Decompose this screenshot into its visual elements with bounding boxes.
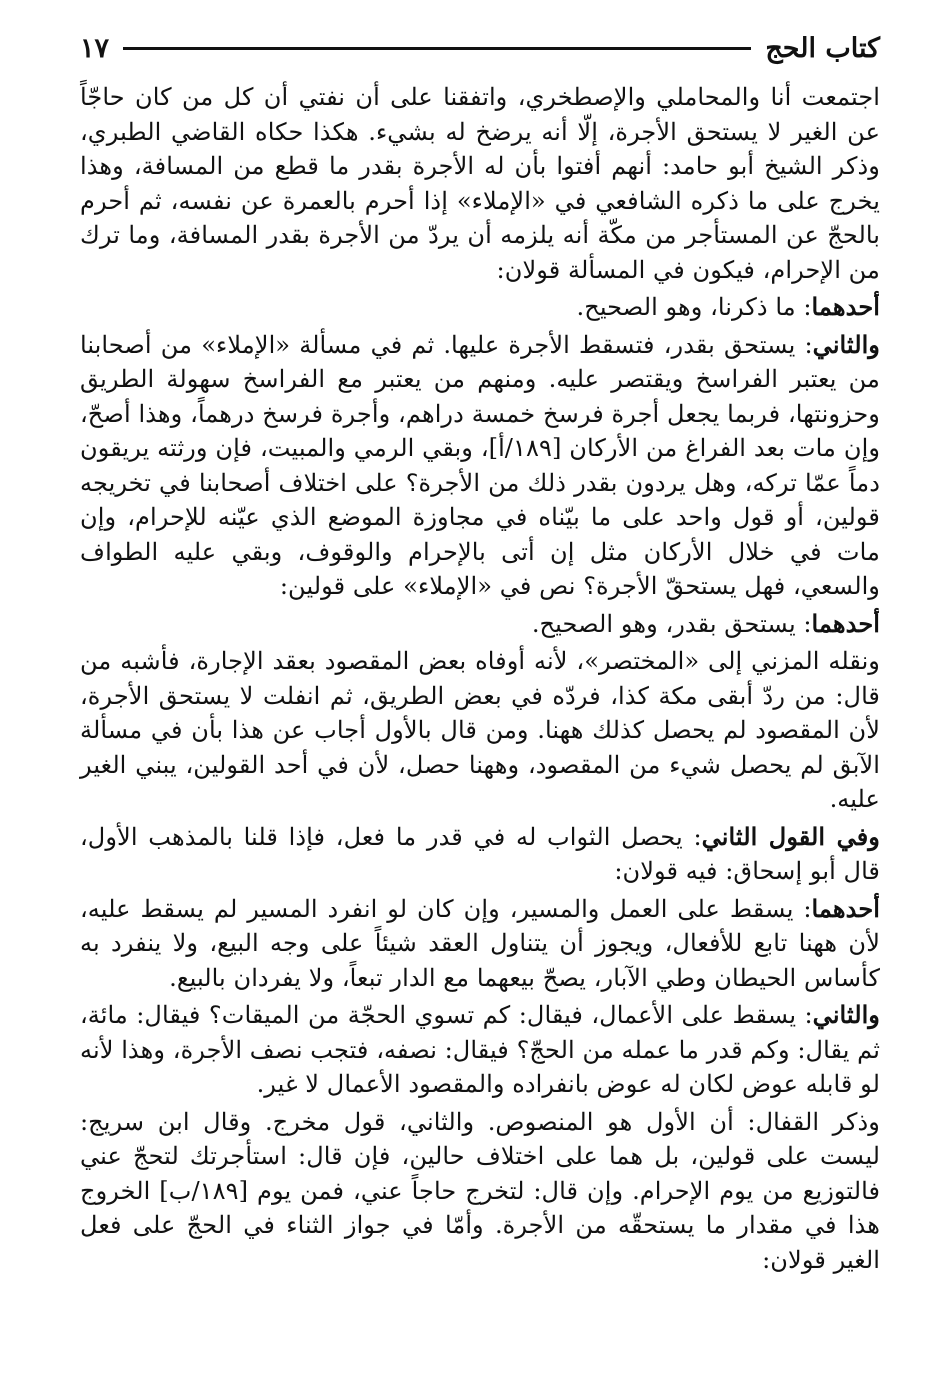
paragraph-lead: أحدهما	[811, 608, 880, 638]
book-page	[80, 26, 880, 1277]
paragraph	[80, 290, 880, 325]
paragraph-text: : يستحق بقدر، وهو الصحيح.	[531, 609, 812, 638]
paragraph-lead: أحدهما	[811, 292, 880, 321]
paragraph	[80, 607, 880, 642]
paragraph-lead: والثاني	[812, 1000, 880, 1029]
paragraph	[80, 328, 880, 604]
running-header	[80, 26, 880, 70]
paragraph	[80, 1105, 880, 1278]
paragraph-text: وذكر القفال: أن الأول هو المنصوص. والثاني، قول مخرج. وقال ابن سريج: ليست على قولين، بل هما على اختلاف حالين، فإن قال: استأجرتك لتحجّ عني فالتوزيع من يوم الإحرام. وإن قال: لتخرج حاجاً عني، فمن يوم [١٨٩/ب] الخروج هذا في مقدار ما يستحقّه من الأجرة. وأمّا في جواز الثناء في الحجّ على فعل الغير قولان:	[80, 1107, 881, 1274]
paragraph	[80, 80, 880, 287]
paragraph-text: ونقله المزني إلى «المختصر»، لأنه أوفاه بعض المقصود بعقد الإجارة، فأشبه من قال: من ردّ أبقى مكة كذا، فردّه في بعض الطريق، ثم انفلت لا يستحق الأجرة، لأن المقصود لم يحصل كذلك ههنا. ومن قال بالأول أجاب عن هذا بأن في مسألة الآبق لم يحصل شيء من المقصود، وههنا حصل، لأن في أحد القولين، يبني الغير عليه.	[80, 647, 880, 813]
paragraph-text: : يسقط على العمل والمسير، وإن كان لو انفرد المسير لم يسقط عليه، لأن ههنا تابع للأفعال، ويجوز أن يتناول العقد شيئاً على وجه البيع، ولا ينفرد به كأساس الحيطان وطي الآبار، يصحّ بيعهما مع الدار تبعاً، ولا يفردان بالبيع.	[80, 894, 880, 992]
paragraph-lead: والثاني	[812, 329, 880, 359]
paragraph-lead: أحدهما	[811, 893, 880, 923]
paragraph-text: اجتمعت أنا والمحاملي والإصطخري، واتفقنا على أن نفتي أن كل من كان حاجّاً عن الغير لا يستحق الأجرة، إلّا أنه يرضخ له بشيء. هكذا حكاه القاضي الطبري، وذكر الشيخ أبو حامد: أنهم أفتوا بأن له الأجرة بقدر ما قطع من المسافة، وهذا يخرج على ما ذكره الشافعي في «الإملاء» إذا أحرم بالعمرة عن نفسه، ثم أحرم بالحجّ عن المستأجر من مكّة أنه يلزمه أن يردّ من الأجرة بقدر المسافة، وما ترك من الإحرام، فيكون في المسألة قولان:	[80, 83, 880, 284]
paragraph-text: : يسقط على الأعمال، فيقال: كم تسوي الحجّة من الميقات؟ فيقال: مائة، ثم يقال: وكم قدر ما عمله من الحجّ؟ فيقال: نصفه، فتجب نصف الأجرة، وهذا لأنه لو قابله عوض لكان له عوض بانفراده والمقصود الأعمال لا غير.	[80, 1001, 880, 1098]
header-rule	[123, 47, 751, 50]
paragraph	[80, 892, 880, 996]
page-body	[80, 80, 880, 1277]
page-number: ١٧	[80, 32, 110, 64]
paragraph	[80, 644, 880, 817]
paragraph	[80, 820, 880, 889]
paragraph-lead: وفي القول الثاني	[701, 821, 880, 851]
paragraph-text: : يحصل الثواب له في قدر ما فعل، فإذا قلنا بالمذهب الأول، قال أبو إسحاق: فيه قولان:	[80, 822, 880, 885]
paragraph-text: : يستحق بقدر، فتسقط الأجرة عليها. ثم في مسألة «الإملاء» من أصحابنا من يعتبر الفراسخ ويقتصر عليه. ومنهم من يعتبر مع الفراسخ سهولة الطريق وحزونتها، فربما يجعل أجرة فرسخ خمسة دراهم، وأجرة فرسخ درهماً، وهذا أصحّ، وإن مات بعد الفراغ من الأركان [١٨٩/أ]، وبقي الرمي والمبيت، فإن ورثته يريقون دماً عمّا تركه، وهل يردون بقدر ذلك من الأجرة؟ على اختلاف أصحابنا في تخريجه قولين، أو قول واحد على ما بيّناه في مجاوزة الموضع الذي عيّنه للإحرام، وإن مات في خلال الأركان مثل إن أتى بالإحرام والوقوف، وبقي عليه الطواف والسعي، فهل يستحقّ الأجرة؟ نص في «الإملاء» على قولين:	[80, 330, 880, 600]
chapter-title: كتاب الحج	[765, 32, 880, 64]
paragraph-text: : ما ذكرنا، وهو الصحيح.	[576, 293, 812, 321]
paragraph	[80, 998, 880, 1102]
